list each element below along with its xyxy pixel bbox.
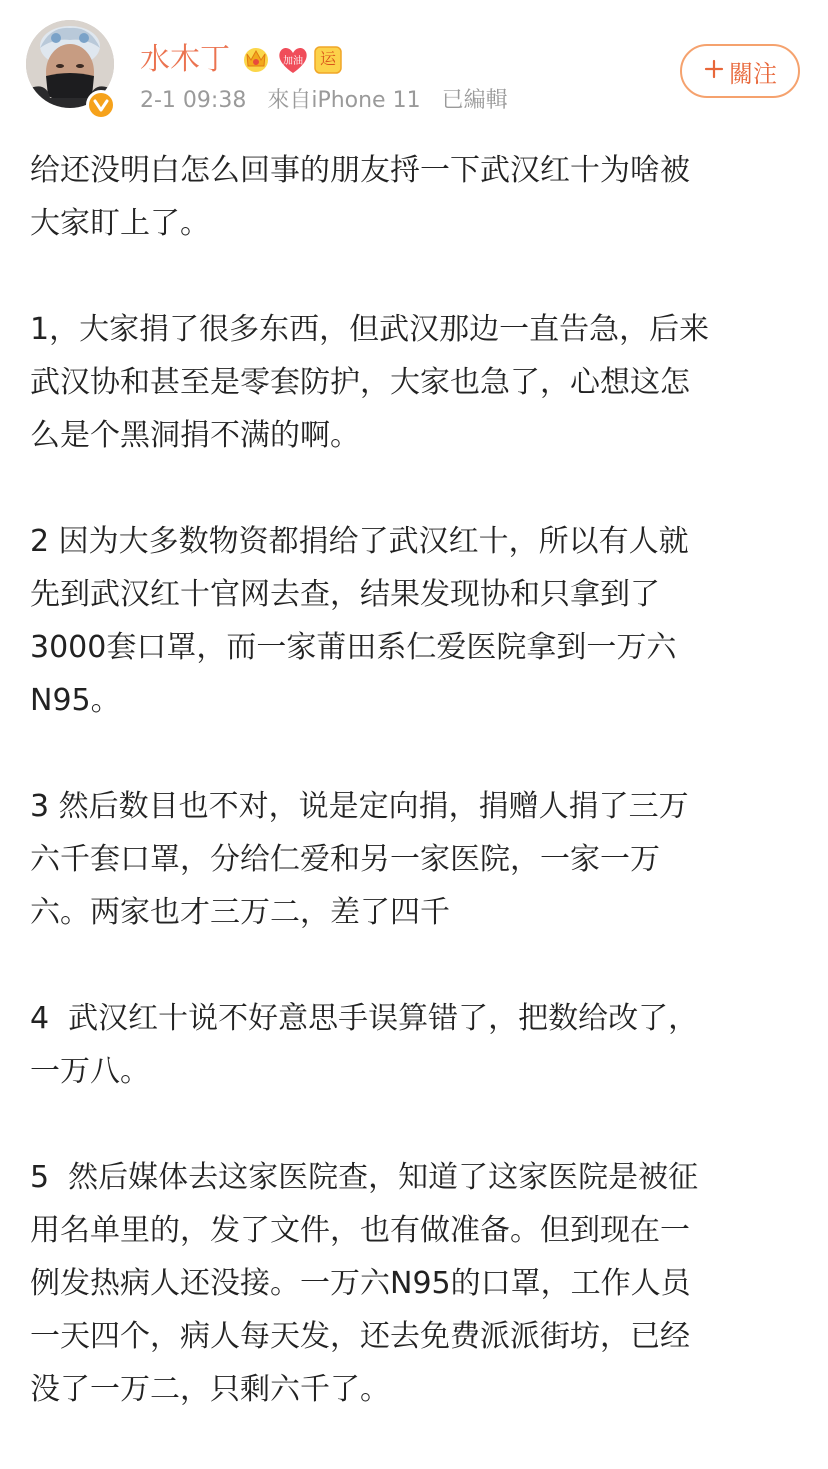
paragraph-line: 武汉协和甚至是零套防护，大家也急了，心想这怎 [30,365,690,400]
paragraph-line: 给还没明白怎么回事的朋友捋一下武汉红十为啥被 [30,153,690,188]
post-time: 2-1 09:38 [140,88,247,113]
paragraph-line: 例发热病人还没接。一万六N95的口罩，工作人员 [30,1266,691,1301]
post-paragraph [30,144,802,250]
post-source[interactable]: 來自iPhone 11 [267,88,421,113]
post-header [0,0,828,130]
paragraph-line: 六。两家也才三万二，差了四千 [30,895,450,930]
yun-badge-text: 运 [319,49,336,68]
paragraph-line: 先到武汉红十官网去查，结果发现协和只拿到了 [30,577,660,612]
post-body [30,144,802,1469]
plus-icon [703,56,725,86]
post-paragraph [30,303,802,462]
follow-label: 關注 [729,59,777,88]
paragraph-line: 2 因为大多数物资都捐给了武汉红十，所以有人就 [30,524,689,559]
paragraph-line: 一天四个，病人每天发，还去免费派派街坊，已经 [30,1319,690,1354]
paragraph-line: 4 武汉红十说不好意思手误算错了，把数给改了， [30,1001,699,1036]
paragraph-line: 大家盯上了。 [30,206,210,241]
avatar-container[interactable] [26,20,114,120]
paragraph-line: 么是个黑洞捐不满的啊。 [30,418,360,453]
post-meta [140,86,522,116]
post-paragraph [30,515,802,727]
paragraph-line: 一万八。 [30,1054,150,1089]
paragraph-line: 没了一万二，只剩六千了。 [30,1372,390,1407]
verified-badge-icon [86,90,116,120]
paragraph-line: 六千套口罩，分给仁爱和另一家医院，一家一万 [30,842,660,877]
post-paragraph [30,992,802,1098]
heart-badge-icon[interactable] [276,44,310,76]
edited-label[interactable]: 已編輯 [441,88,508,113]
user-name[interactable]: 水木丁 [140,42,230,77]
post-paragraph [30,1151,802,1416]
post-paragraph [30,780,802,939]
user-badges [240,44,342,76]
paragraph-line: 3000套口罩，而一家莆田系仁爱医院拿到一万六 [30,630,677,665]
paragraph-line: 1，大家捐了很多东西，但武汉那边一直告急，后来 [30,312,710,347]
paragraph-line: N95。 [30,683,121,718]
follow-button[interactable] [680,44,800,98]
yun-badge-icon[interactable] [314,46,342,74]
paragraph-line: 用名单里的，发了文件，也有做准备。但到现在一 [30,1213,690,1248]
heart-badge-text: 加油 [283,56,303,67]
paragraph-line: 3 然后数目也不对，说是定向捐，捐赠人捐了三万 [30,789,689,824]
crown-badge-icon[interactable] [240,42,272,78]
paragraph-line: 5 然后媒体去这家医院查，知道了这家医院是被征 [30,1160,699,1195]
